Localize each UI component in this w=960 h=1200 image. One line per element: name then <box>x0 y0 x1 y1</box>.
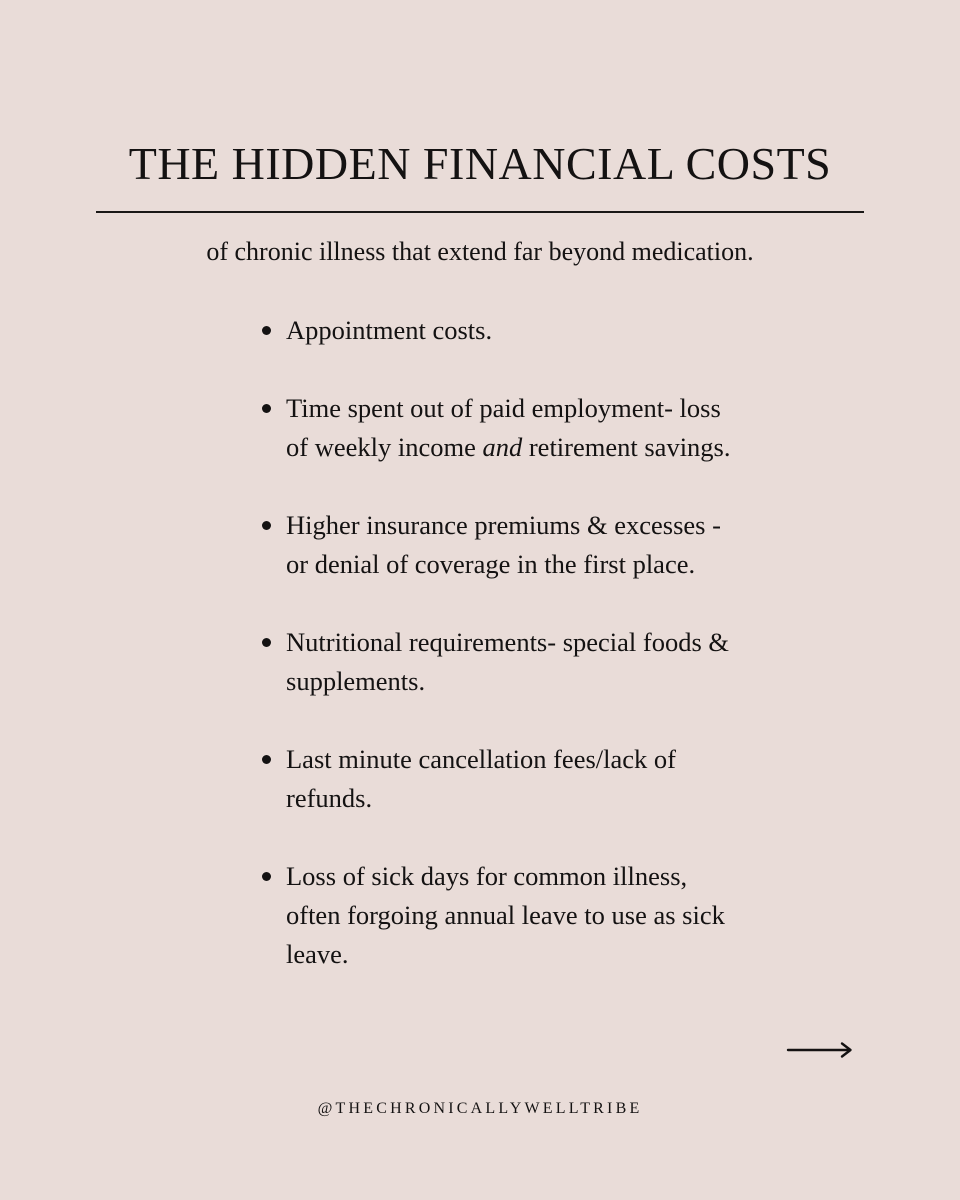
list-item-text: Appointment costs. <box>286 315 493 345</box>
bullet-dot-icon <box>262 521 271 530</box>
list-item <box>262 623 742 701</box>
list-item-text: Time spent out of paid employment- loss of weekly income <box>286 393 721 462</box>
list-item <box>262 506 742 584</box>
list-item <box>262 389 742 467</box>
bullet-dot-icon <box>262 404 271 413</box>
list-item <box>262 857 742 974</box>
list-item-text: Last minute cancellation fees/lack of refunds. <box>286 744 676 813</box>
list-item-text: Loss of sick days for common illness, often forgoing annual leave to use as sick leave. <box>286 861 725 969</box>
list-item <box>262 311 742 350</box>
list-item-text: Nutritional requirements- special foods & supplements. <box>286 627 730 696</box>
list-item-emphasis: and <box>482 432 523 462</box>
page-title: THE HIDDEN FINANCIAL COSTS <box>128 138 832 189</box>
account-handle: @THECHRONICALLYWELLTRIBE <box>317 1100 643 1117</box>
page-subtitle: of chronic illness that extend far beyond medication. <box>206 237 754 266</box>
title-divider <box>96 211 864 213</box>
arrow-right-icon[interactable] <box>786 1040 854 1060</box>
bullet-dot-icon <box>262 326 271 335</box>
cost-list <box>262 311 742 1013</box>
bullet-dot-icon <box>262 755 271 764</box>
list-item-text: Higher insurance premiums & excesses - or denial of coverage in the first place. <box>286 510 721 579</box>
bullet-dot-icon <box>262 872 271 881</box>
list-item-text-after: retirement savings. <box>522 432 731 462</box>
list-item <box>262 740 742 818</box>
bullet-dot-icon <box>262 638 271 647</box>
